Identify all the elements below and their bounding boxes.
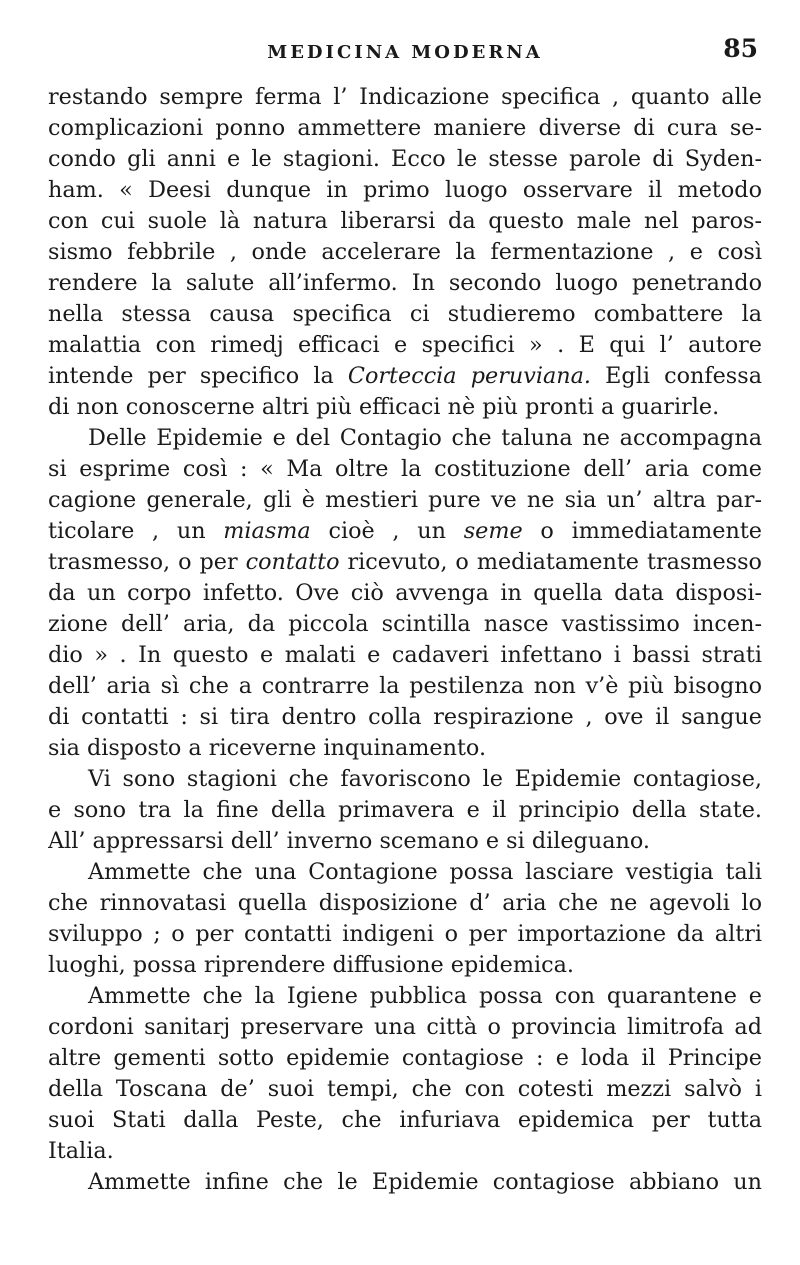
text-segment: che rinnovatasi quella disposizione d’ aria che ne agevoli lo [48,890,762,916]
text-line [48,1043,762,1074]
running-head: MEDICINA MODERNA [267,42,543,63]
text-line [48,919,762,950]
text-line [48,268,762,299]
text-segment: rendere la salute all’infermo. In secondo luogo penetrando [48,270,762,296]
text-line [48,888,762,919]
body-text [48,82,762,1198]
text-line [48,764,762,795]
text-segment: ham. « Deesi dunque in primo luogo osservare il metodo [48,177,762,203]
text-segment: con cui suole là natura liberarsi da questo male nel paros- [48,208,762,234]
text-segment: zione dell’ aria, da piccola scintilla nasce vastissimo incen- [48,611,762,637]
text-line [48,981,762,1012]
text-segment: suoi Stati dalla Peste, che infuriava epidemica per tutta [48,1107,762,1133]
text-line [48,330,762,361]
text-segment: malattia con rimedj efficaci e specifici » . E qui l’ autore [48,332,762,358]
text-segment: trasmesso, o per [48,549,246,575]
text-line [48,547,762,578]
text-line [48,82,762,113]
text-line [48,206,762,237]
page-number: 85 [723,34,758,63]
page-header [48,34,762,74]
italic-text: contatto [245,549,340,575]
text-segment: condo gli anni e le stagioni. Ecco le stesse parole di Syden- [48,146,762,172]
text-line [48,578,762,609]
italic-text: seme [463,518,523,544]
text-segment: cordoni sanitarj preservare una città o provincia limitrofa ad [48,1014,762,1040]
text-line [48,361,762,392]
text-segment: sviluppo ; o per contatti indigeni o per importazione da altri [48,921,762,947]
text-line [48,795,762,826]
text-line [48,702,762,733]
text-segment: di non conoscerne altri più efficaci nè più pronti a guarirle. [48,394,720,420]
text-segment: sismo febbrile , onde accelerare la fermentazione , e così [48,239,762,265]
text-segment: dell’ aria sì che a contrarre la pestilenza non v’è più bisogno [48,673,762,699]
text-segment: Vi sono stagioni che favoriscono le Epidemie contagiose, [88,766,762,792]
text-line [48,1105,762,1136]
text-segment: di contatti : si tira dentro colla respirazione , ove il sangue [48,704,762,730]
text-segment: sia disposto a riceverne inquinamento. [48,735,487,761]
text-segment: della Toscana de’ suoi tempi, che con cotesti mezzi salvò i [48,1076,762,1102]
text-line [48,423,762,454]
text-segment: restando sempre ferma l’ Indicazione specifica , quanto alle [48,84,762,110]
text-line [48,1136,762,1167]
text-segment: cioè , un [310,518,464,544]
text-segment: nella stessa causa specifica ci studieremo combattere la [48,301,762,327]
text-segment: ticolare , un [48,518,224,544]
text-segment: All’ appressarsi dell’ inverno scemano e si dileguano. [48,828,650,854]
text-line [48,733,762,764]
text-segment: altre gementi sotto epidemie contagiose : e loda il Principe [48,1045,762,1071]
text-segment: si esprime così : « Ma oltre la costituzione dell’ aria come [48,456,762,482]
text-line [48,516,762,547]
text-segment: cagione generale, gli è mestieri pure ve ne sia un’ altra par- [48,487,762,513]
text-line [48,1074,762,1105]
text-line [48,175,762,206]
text-line [48,1012,762,1043]
text-segment: Egli confessa [591,363,762,389]
text-line [48,1167,762,1198]
text-line [48,485,762,516]
text-segment: Italia. [48,1138,114,1164]
text-segment: o immediatamente [522,518,762,544]
text-line [48,609,762,640]
text-segment: Delle Epidemie e del Contagio che taluna ne accompagna [88,425,762,451]
text-line [48,640,762,671]
text-segment: Ammette che una Contagione possa lasciare vestigia tali [88,859,762,885]
text-line [48,454,762,485]
text-line [48,950,762,981]
text-segment: complicazioni ponno ammettere maniere diverse di cura se- [48,115,762,141]
text-line [48,671,762,702]
text-line [48,299,762,330]
text-segment: ricevuto, o mediatamente trasmesso [339,549,762,575]
text-segment: dio » . In questo e malati e cadaveri infettano i bassi strati [48,642,762,668]
text-line [48,392,762,423]
text-segment: luoghi, possa riprendere diffusione epidemica. [48,952,574,978]
italic-text: miasma [223,518,311,544]
text-segment: Ammette infine che le Epidemie contagiose abbiano un [88,1169,762,1195]
text-line [48,826,762,857]
text-segment: Ammette che la Igiene pubblica possa con quarantene e [88,983,762,1009]
italic-text: Corteccia peruviana. [347,363,591,389]
text-line [48,237,762,268]
text-segment: intende per specifico la [48,363,348,389]
text-line [48,144,762,175]
text-line [48,857,762,888]
text-line [48,113,762,144]
text-segment: da un corpo infetto. Ove ciò avvenga in quella data disposi- [48,580,762,606]
text-segment: e sono tra la fine della primavera e il principio della state. [48,797,762,823]
